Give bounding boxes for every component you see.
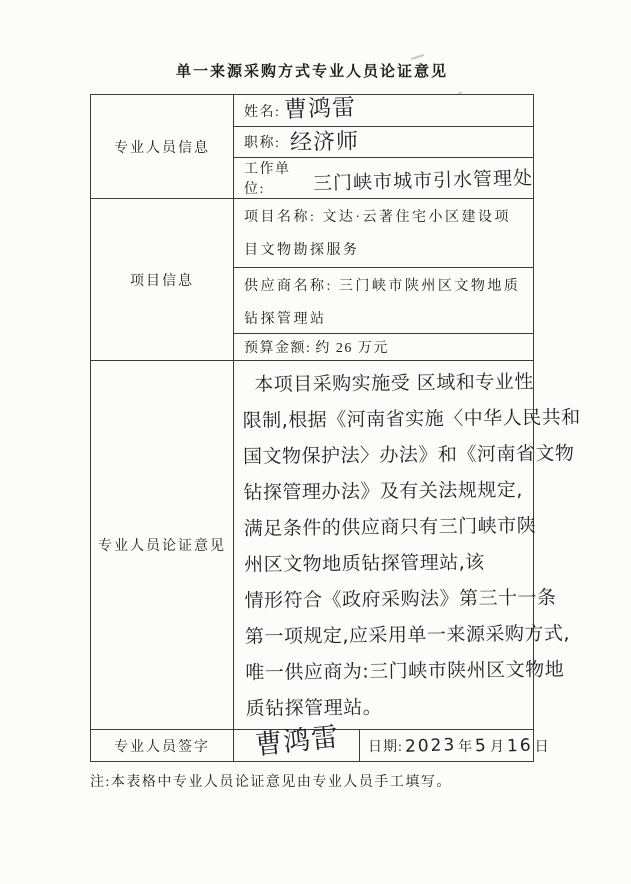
date-year-handwritten: 2023 bbox=[404, 734, 457, 757]
supplier-label: 供应商名称: bbox=[244, 279, 333, 294]
row-title bbox=[234, 127, 533, 158]
opinion-line: 第一项规定,应采用单一来源采购方式, bbox=[244, 622, 571, 648]
opinion-line: 情形符合《政府采购法》第三十一条 bbox=[244, 586, 557, 612]
opinion-line: 质钻探管理站。 bbox=[245, 696, 383, 720]
opinion-section-label: 专业人员论证意见 bbox=[91, 361, 234, 729]
page-title: 单一来源采购方式专业人员论证意见 bbox=[175, 64, 448, 80]
name-handwritten-value: 曹鸿雷 bbox=[284, 94, 357, 124]
date-cell bbox=[360, 730, 550, 761]
budget-label: 预算金额: bbox=[244, 341, 312, 356]
date-month-handwritten: 5 bbox=[474, 735, 489, 756]
section-opinion bbox=[91, 361, 581, 730]
opinion-line: 唯一供应商为:三门峡市陕州区文物地 bbox=[245, 658, 565, 684]
row-supplier bbox=[234, 268, 533, 334]
project-name-label: 项目名称: bbox=[244, 210, 317, 225]
signature-cell bbox=[234, 721, 360, 762]
opinion-line: 本项目采购实施受 区域和专业性 bbox=[254, 370, 534, 396]
section-signature bbox=[91, 721, 550, 762]
section-personnel-info bbox=[91, 95, 533, 199]
row-budget bbox=[234, 334, 533, 360]
date-month-suffix: 月 bbox=[489, 739, 505, 755]
date-year-suffix: 年 bbox=[458, 739, 474, 755]
opinion-content bbox=[234, 361, 581, 729]
workunit-handwritten-value: 三门峡市城市引水管理处 bbox=[312, 166, 534, 195]
personnel-info-section-label: 专业人员信息 bbox=[91, 95, 234, 198]
opinion-line: 国文物保护法〉办法》和《河南省文物 bbox=[242, 442, 575, 468]
footnote: 注:本表格中专业人员论证意见由专业人员手工填写。 bbox=[90, 775, 452, 790]
opinion-handwritten-text bbox=[234, 358, 581, 727]
date-label: 日期: bbox=[368, 739, 403, 755]
signature-handwritten: 曹鸿雷 bbox=[253, 721, 341, 762]
name-label: 姓名: bbox=[244, 104, 281, 120]
opinion-line: 满足条件的供应商只有三门峡市陕 bbox=[243, 514, 537, 540]
opinion-line: 州区文物地质钻探管理站,该 bbox=[244, 551, 485, 576]
supplier-value: 三门峡市陕州区文物地质钻探管理站 bbox=[244, 279, 521, 327]
title-handwritten-value: 经济师 bbox=[290, 129, 360, 156]
project-info-content bbox=[234, 199, 533, 360]
project-name-value: 文达·云著住宅小区建设项目文物勘探服务 bbox=[244, 210, 512, 258]
date-day-suffix: 日 bbox=[534, 739, 550, 755]
personnel-info-content bbox=[234, 95, 533, 198]
signature-section-label: 专业人员签字 bbox=[91, 730, 234, 761]
project-info-section-label: 项目信息 bbox=[91, 199, 234, 360]
date-day-handwritten: 16 bbox=[506, 735, 533, 756]
budget-value: 约 26 万元 bbox=[315, 341, 389, 356]
workunit-label: 工作单位: bbox=[244, 162, 291, 197]
opinion-line: 钻探管理办法》及有关法规规定, bbox=[243, 478, 524, 504]
row-name bbox=[234, 95, 533, 127]
title-label: 职称: bbox=[244, 136, 281, 152]
opinion-line: 限制,根据《河南省实施〈中华人民共和 bbox=[242, 406, 581, 432]
section-project-info bbox=[91, 199, 533, 361]
row-workunit bbox=[234, 158, 533, 198]
row-project-name bbox=[234, 199, 533, 268]
opinion-form-table bbox=[90, 94, 581, 762]
